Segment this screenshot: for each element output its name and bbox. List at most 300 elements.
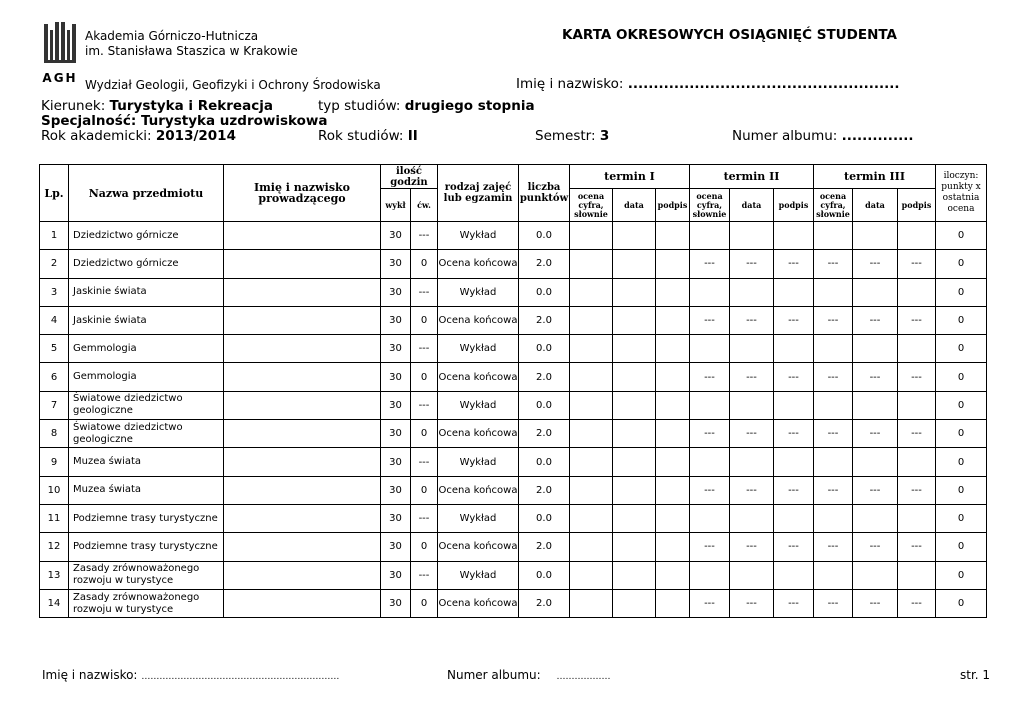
row-subject: Światowe dziedzictwo geologiczne [69, 420, 224, 448]
grades-table [39, 164, 987, 618]
row-t2-podpis [774, 335, 814, 363]
row-points: 2.0 [519, 533, 570, 561]
row-t3-data: --- [853, 533, 898, 561]
header-t2-data: data [730, 189, 774, 222]
row-type: Ocena końcowa [438, 250, 519, 278]
row-t2-data: --- [730, 533, 774, 561]
row-total: 0 [936, 335, 987, 363]
row-wykl: 30 [381, 278, 411, 306]
row-points: 0.0 [519, 222, 570, 250]
header-termin-3: termin III [814, 165, 936, 189]
row-subject: Muzea świata [69, 448, 224, 476]
row-teacher [224, 420, 381, 448]
album-label: Numer albumu: [732, 128, 838, 144]
row-t3-data: --- [853, 363, 898, 391]
row-total: 0 [936, 448, 987, 476]
row-wykl: 30 [381, 363, 411, 391]
row-total: 0 [936, 420, 987, 448]
row-type: Wykład [438, 391, 519, 419]
row-t3-ocena: --- [814, 420, 853, 448]
row-points: 2.0 [519, 589, 570, 617]
row-t3-data: --- [853, 589, 898, 617]
row-t3-ocena: --- [814, 363, 853, 391]
row-type: Wykład [438, 448, 519, 476]
row-t3-ocena: --- [814, 589, 853, 617]
row-t3-data [853, 335, 898, 363]
row-cw: --- [411, 504, 438, 532]
row-t1-podpis [656, 420, 690, 448]
row-t3-podpis [898, 335, 936, 363]
row-t3-podpis [898, 391, 936, 419]
table-row [40, 250, 987, 278]
row-wykl: 30 [381, 448, 411, 476]
spec-value: Turystyka uzdrowiskowa [140, 113, 328, 129]
row-t1-podpis [656, 363, 690, 391]
row-t1-data [613, 476, 656, 504]
row-t2-data [730, 561, 774, 589]
header-type: rodzaj zajęć lub egzamin [438, 165, 519, 222]
student-name-label: Imię i nazwisko: [516, 76, 624, 92]
row-wykl: 30 [381, 589, 411, 617]
row-cw: 0 [411, 476, 438, 504]
row-t3-podpis: --- [898, 533, 936, 561]
row-cw: --- [411, 561, 438, 589]
row-t3-ocena [814, 561, 853, 589]
row-t1-ocena [570, 476, 613, 504]
row-lp: 4 [40, 306, 69, 334]
row-t3-podpis [898, 561, 936, 589]
row-cw: 0 [411, 589, 438, 617]
row-t1-ocena [570, 504, 613, 532]
row-total: 0 [936, 476, 987, 504]
footer-name [42, 668, 339, 682]
row-t1-podpis [656, 476, 690, 504]
row-points: 0.0 [519, 448, 570, 476]
row-t2-podpis [774, 448, 814, 476]
row-wykl: 30 [381, 561, 411, 589]
row-subject: Dziedzictwo górnicze [69, 222, 224, 250]
row-lp: 1 [40, 222, 69, 250]
header-t1-ocena: ocena cyfra, słownie [570, 189, 613, 222]
rok-stud-label: Rok studiów: [318, 128, 404, 144]
row-t3-data [853, 561, 898, 589]
row-t1-data [613, 448, 656, 476]
row-type: Ocena końcowa [438, 476, 519, 504]
row-t1-podpis [656, 391, 690, 419]
row-points: 2.0 [519, 363, 570, 391]
row-t2-podpis: --- [774, 363, 814, 391]
row-type: Wykład [438, 335, 519, 363]
header-termin-2: termin II [690, 165, 814, 189]
row-total: 0 [936, 250, 987, 278]
numer-albumu [732, 128, 913, 144]
table-row [40, 335, 987, 363]
row-wykl: 30 [381, 476, 411, 504]
table-row [40, 391, 987, 419]
footer-name-value: ………………………………………………………… [141, 672, 340, 682]
row-wykl: 30 [381, 420, 411, 448]
row-t1-podpis [656, 250, 690, 278]
row-t2-ocena: --- [690, 589, 730, 617]
row-t1-podpis [656, 448, 690, 476]
header-t3-podpis: podpis [898, 189, 936, 222]
row-t1-ocena [570, 448, 613, 476]
row-t2-data: --- [730, 363, 774, 391]
row-subject: Podziemne trasy turystyczne [69, 504, 224, 532]
row-t2-podpis [774, 391, 814, 419]
row-t1-ocena [570, 561, 613, 589]
row-wykl: 30 [381, 335, 411, 363]
row-t1-data [613, 250, 656, 278]
row-teacher [224, 561, 381, 589]
row-t2-podpis: --- [774, 589, 814, 617]
table-row [40, 420, 987, 448]
table-row [40, 476, 987, 504]
row-t3-podpis: --- [898, 363, 936, 391]
table-row [40, 448, 987, 476]
row-t3-podpis [898, 222, 936, 250]
row-type: Wykład [438, 278, 519, 306]
row-t2-podpis [774, 561, 814, 589]
row-t2-ocena [690, 561, 730, 589]
row-t3-data [853, 222, 898, 250]
header-t3-ocena: ocena cyfra, słownie [814, 189, 853, 222]
row-t1-data [613, 306, 656, 334]
row-t1-podpis [656, 306, 690, 334]
row-points: 2.0 [519, 306, 570, 334]
row-t2-data [730, 448, 774, 476]
row-t3-podpis: --- [898, 306, 936, 334]
row-teacher [224, 391, 381, 419]
row-t3-ocena: --- [814, 250, 853, 278]
row-t2-podpis [774, 222, 814, 250]
header-teacher: Imię i nazwisko prowadzącego [224, 165, 381, 222]
row-t2-data: --- [730, 476, 774, 504]
row-t2-podpis: --- [774, 306, 814, 334]
table-body [40, 222, 987, 618]
row-teacher [224, 476, 381, 504]
row-cw: 0 [411, 250, 438, 278]
row-t1-data [613, 420, 656, 448]
row-cw: 0 [411, 420, 438, 448]
rok-studiow [318, 128, 418, 144]
row-lp: 9 [40, 448, 69, 476]
table-row [40, 363, 987, 391]
row-subject: Zasady zrównoważonego rozwoju w turystyce [69, 589, 224, 617]
row-wykl: 30 [381, 222, 411, 250]
row-t1-ocena [570, 363, 613, 391]
row-type: Ocena końcowa [438, 306, 519, 334]
row-t3-podpis [898, 504, 936, 532]
row-t1-podpis [656, 561, 690, 589]
row-t2-podpis: --- [774, 250, 814, 278]
row-subject: Gemmologia [69, 335, 224, 363]
header-cw: ćw. [411, 189, 438, 222]
row-teacher [224, 533, 381, 561]
university-subtitle: im. Stanisława Staszica w Krakowie [85, 44, 298, 58]
typ-studiow [318, 98, 535, 114]
row-t3-podpis: --- [898, 476, 936, 504]
row-cw: 0 [411, 306, 438, 334]
row-total: 0 [936, 504, 987, 532]
header-t2-podpis: podpis [774, 189, 814, 222]
row-t3-podpis: --- [898, 250, 936, 278]
row-t1-podpis [656, 335, 690, 363]
row-teacher [224, 278, 381, 306]
row-points: 2.0 [519, 420, 570, 448]
row-subject: Jaskinie świata [69, 278, 224, 306]
row-type: Wykład [438, 561, 519, 589]
rok-akad-label: Rok akademicki: [41, 128, 152, 144]
row-wykl: 30 [381, 306, 411, 334]
row-t3-data: --- [853, 306, 898, 334]
table-row [40, 504, 987, 532]
row-t1-ocena [570, 306, 613, 334]
rok-akademicki [41, 128, 236, 144]
row-cw: --- [411, 391, 438, 419]
row-subject: Jaskinie świata [69, 306, 224, 334]
page-title: KARTA OKRESOWYCH OSIĄGNIĘĆ STUDENTA [562, 27, 897, 43]
row-t1-data [613, 561, 656, 589]
footer-album [447, 668, 610, 682]
row-t2-ocena: --- [690, 363, 730, 391]
row-t2-ocena: --- [690, 306, 730, 334]
row-t3-ocena [814, 391, 853, 419]
row-t1-podpis [656, 504, 690, 532]
row-subject: Zasady zrównoważonego rozwoju w turystyce [69, 561, 224, 589]
row-t2-ocena [690, 504, 730, 532]
row-t1-ocena [570, 589, 613, 617]
header-wykl: wykł [381, 189, 411, 222]
row-t2-ocena [690, 335, 730, 363]
row-t1-ocena [570, 420, 613, 448]
row-wykl: 30 [381, 250, 411, 278]
header-t1-podpis: podpis [656, 189, 690, 222]
row-t3-data: --- [853, 420, 898, 448]
header-t2-ocena: ocena cyfra, słownie [690, 189, 730, 222]
row-t2-ocena [690, 278, 730, 306]
row-total: 0 [936, 589, 987, 617]
table-row [40, 561, 987, 589]
row-lp: 5 [40, 335, 69, 363]
student-name-value: ..................................................... [627, 76, 900, 92]
row-points: 0.0 [519, 504, 570, 532]
row-t3-ocena [814, 278, 853, 306]
row-t2-podpis [774, 504, 814, 532]
album-value: .............. [841, 128, 914, 144]
page-number: str. 1 [960, 668, 991, 682]
row-teacher [224, 363, 381, 391]
row-t3-data [853, 391, 898, 419]
semestr [535, 128, 609, 144]
row-t1-data [613, 533, 656, 561]
row-t1-data [613, 335, 656, 363]
row-t3-ocena: --- [814, 533, 853, 561]
kierunek [41, 98, 273, 114]
row-lp: 3 [40, 278, 69, 306]
header-subject: Nazwa przedmiotu [69, 165, 224, 222]
row-t2-podpis [774, 278, 814, 306]
header-hours: ilość godzin [381, 165, 438, 189]
row-t1-data [613, 589, 656, 617]
row-t3-podpis [898, 278, 936, 306]
row-teacher [224, 448, 381, 476]
row-t3-podpis [898, 448, 936, 476]
header-t3-data: data [853, 189, 898, 222]
row-teacher [224, 504, 381, 532]
row-subject: Światowe dziedzictwo geologiczne [69, 391, 224, 419]
row-type: Wykład [438, 222, 519, 250]
row-t3-data: --- [853, 250, 898, 278]
row-t2-ocena: --- [690, 476, 730, 504]
faculty-name: Wydział Geologii, Geofizyki i Ochrony Środowiska [85, 78, 381, 92]
row-t1-data [613, 363, 656, 391]
header-lp: Lp. [40, 165, 69, 222]
row-t3-data [853, 278, 898, 306]
row-t2-ocena: --- [690, 250, 730, 278]
row-teacher [224, 306, 381, 334]
row-lp: 10 [40, 476, 69, 504]
row-t2-ocena [690, 222, 730, 250]
row-t1-podpis [656, 222, 690, 250]
row-t2-data: --- [730, 589, 774, 617]
row-t3-ocena [814, 448, 853, 476]
row-t2-data: --- [730, 250, 774, 278]
row-lp: 6 [40, 363, 69, 391]
semestr-label: Semestr: [535, 128, 596, 144]
row-t1-ocena [570, 278, 613, 306]
row-type: Wykład [438, 504, 519, 532]
row-t3-ocena [814, 504, 853, 532]
row-t2-data [730, 278, 774, 306]
row-t1-podpis [656, 589, 690, 617]
row-t2-data: --- [730, 306, 774, 334]
row-cw: 0 [411, 533, 438, 561]
row-t2-data: --- [730, 420, 774, 448]
row-points: 0.0 [519, 561, 570, 589]
row-t2-ocena: --- [690, 420, 730, 448]
row-lp: 2 [40, 250, 69, 278]
header-termin-1: termin I [570, 165, 690, 189]
row-cw: --- [411, 335, 438, 363]
header-t1-data: data [613, 189, 656, 222]
row-t2-ocena [690, 448, 730, 476]
row-t2-data [730, 335, 774, 363]
row-t3-ocena: --- [814, 306, 853, 334]
row-t3-podpis: --- [898, 589, 936, 617]
row-lp: 12 [40, 533, 69, 561]
row-lp: 8 [40, 420, 69, 448]
row-subject: Dziedzictwo górnicze [69, 250, 224, 278]
kierunek-value: Turystyka i Rekreacja [109, 98, 273, 114]
row-teacher [224, 222, 381, 250]
row-total: 0 [936, 533, 987, 561]
row-t3-ocena: --- [814, 476, 853, 504]
row-t1-podpis [656, 278, 690, 306]
row-subject: Gemmologia [69, 363, 224, 391]
table-row [40, 533, 987, 561]
table-row [40, 306, 987, 334]
row-t3-data [853, 448, 898, 476]
rok-akad-value: 2013/2014 [155, 128, 236, 144]
row-t2-ocena: --- [690, 533, 730, 561]
row-t3-podpis: --- [898, 420, 936, 448]
footer-name-label: Imię i nazwisko: [42, 668, 138, 682]
row-wykl: 30 [381, 504, 411, 532]
row-teacher [224, 335, 381, 363]
row-t2-podpis: --- [774, 420, 814, 448]
row-t2-data [730, 391, 774, 419]
row-lp: 7 [40, 391, 69, 419]
row-total: 0 [936, 278, 987, 306]
footer-album-label: Numer albumu: [447, 668, 541, 682]
row-type: Ocena końcowa [438, 589, 519, 617]
row-t1-podpis [656, 533, 690, 561]
header-points: liczba punktów [519, 165, 570, 222]
row-t1-ocena [570, 391, 613, 419]
row-total: 0 [936, 222, 987, 250]
row-teacher [224, 589, 381, 617]
row-t1-ocena [570, 250, 613, 278]
row-t3-ocena [814, 335, 853, 363]
table-row [40, 222, 987, 250]
row-t1-data [613, 222, 656, 250]
row-subject: Podziemne trasy turystyczne [69, 533, 224, 561]
row-points: 2.0 [519, 476, 570, 504]
row-points: 0.0 [519, 391, 570, 419]
row-t2-data [730, 222, 774, 250]
row-wykl: 30 [381, 391, 411, 419]
row-t1-data [613, 391, 656, 419]
row-t2-ocena [690, 391, 730, 419]
typ-value: drugiego stopnia [404, 98, 535, 114]
row-total: 0 [936, 363, 987, 391]
row-t1-ocena [570, 222, 613, 250]
row-t3-data: --- [853, 476, 898, 504]
table-row [40, 278, 987, 306]
row-lp: 13 [40, 561, 69, 589]
row-points: 0.0 [519, 335, 570, 363]
typ-label: typ studiów: [318, 98, 401, 114]
row-total: 0 [936, 561, 987, 589]
specjalnosc [41, 113, 327, 129]
row-t1-ocena [570, 533, 613, 561]
row-cw: --- [411, 448, 438, 476]
rok-stud-value: II [407, 128, 418, 144]
row-cw: --- [411, 278, 438, 306]
student-name-field [516, 76, 900, 92]
table-row [40, 589, 987, 617]
row-t3-ocena [814, 222, 853, 250]
row-t2-data [730, 504, 774, 532]
row-points: 0.0 [519, 278, 570, 306]
row-total: 0 [936, 391, 987, 419]
row-teacher [224, 250, 381, 278]
kierunek-label: Kierunek: [41, 98, 106, 114]
row-t1-ocena [570, 335, 613, 363]
row-type: Ocena końcowa [438, 420, 519, 448]
row-cw: 0 [411, 363, 438, 391]
row-lp: 11 [40, 504, 69, 532]
header-iloczyn: iloczyn: punkty x ostatnia ocena [936, 165, 987, 222]
spec-label: Specjalność: [41, 113, 137, 129]
logo-text: AGH [42, 71, 78, 85]
row-wykl: 30 [381, 533, 411, 561]
row-points: 2.0 [519, 250, 570, 278]
row-lp: 14 [40, 589, 69, 617]
row-type: Ocena końcowa [438, 533, 519, 561]
row-type: Ocena końcowa [438, 363, 519, 391]
